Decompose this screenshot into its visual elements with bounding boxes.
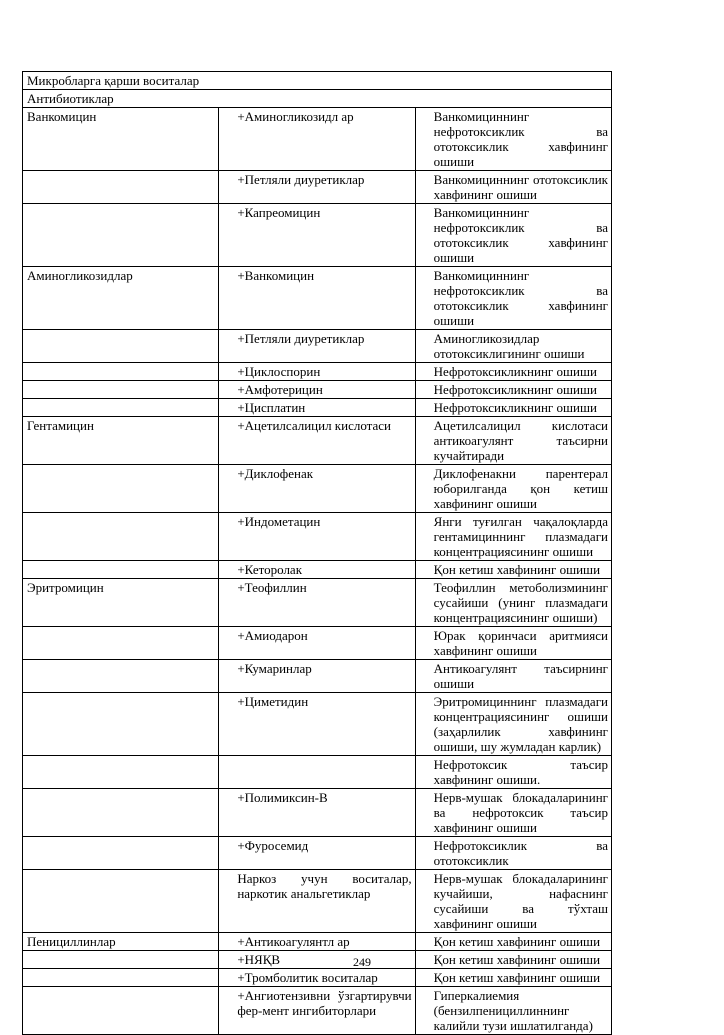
- interacting-drug-cell-text: +Циклоспорин: [237, 364, 321, 379]
- table-row: [23, 660, 612, 693]
- table-row: [23, 789, 612, 837]
- drug-name-cell: [23, 465, 219, 513]
- table-row: [23, 870, 612, 933]
- effect-cell-text: Қон кетиш хавфининг ошиши: [433, 562, 601, 577]
- effect-cell: [415, 579, 611, 627]
- table-row: [23, 108, 612, 171]
- effect-cell: [415, 363, 611, 381]
- interacting-drug-cell-text: +Диклофенак: [237, 466, 314, 481]
- interacting-drug-cell-text: +Капреомицин: [237, 205, 321, 220]
- effect-cell: [415, 204, 611, 267]
- table-row: [23, 204, 612, 267]
- interacting-drug-cell-text: +Петляли диуретиклар: [237, 172, 365, 187]
- effect-cell: [415, 330, 611, 363]
- drug-name-cell-text: Ванкомицин: [27, 109, 97, 124]
- effect-cell: [415, 870, 611, 933]
- interacting-drug-cell: [219, 513, 415, 561]
- effect-cell-text: Нефротоксиклик ва ототоксиклик: [433, 838, 608, 868]
- table-row: [23, 171, 612, 204]
- drug-name-cell: [23, 870, 219, 933]
- effect-cell: [415, 756, 611, 789]
- drug-name-cell: [23, 204, 219, 267]
- subsection-title: Антибиотиклар: [23, 90, 612, 108]
- table-row: [23, 381, 612, 399]
- effect-cell: [415, 660, 611, 693]
- interacting-drug-cell: [219, 756, 415, 789]
- table-row: [23, 513, 612, 561]
- interacting-drug-cell: [219, 108, 415, 171]
- effect-cell: [415, 513, 611, 561]
- interacting-drug-cell: [219, 267, 415, 330]
- interacting-drug-cell: [219, 870, 415, 933]
- effect-cell-text: Гиперкалиемия (бензилпенициллиннинг калийли тузи ишлатилганда): [433, 988, 593, 1033]
- table-row: [23, 330, 612, 363]
- interacting-drug-cell: [219, 933, 415, 951]
- drug-name-cell-text: Пенициллинлар: [27, 934, 116, 949]
- section-title-row: [23, 72, 612, 90]
- drug-name-cell: [23, 561, 219, 579]
- effect-cell-text: Қон кетиш хавфининг ошиши: [433, 934, 601, 949]
- effect-cell: [415, 969, 611, 987]
- drug-name-cell: [23, 756, 219, 789]
- interacting-drug-cell: [219, 363, 415, 381]
- effect-cell-text: Аминогликозидлар ототоксиклигининг ошиши: [433, 331, 585, 361]
- effect-cell-text: Нерв-мушак блокадаларининг ва нефротоксик таъсир хавфининг ошиши: [433, 790, 608, 835]
- drug-interaction-table: [22, 71, 612, 1035]
- interacting-drug-cell-text: +Амфотерицин: [237, 382, 323, 397]
- interacting-drug-cell: [219, 837, 415, 870]
- interacting-drug-cell: [219, 399, 415, 417]
- drug-name-cell: [23, 363, 219, 381]
- effect-cell: [415, 417, 611, 465]
- interacting-drug-cell: [219, 789, 415, 837]
- interacting-drug-cell: [219, 381, 415, 399]
- effect-cell-text: Нефротоксикликнинг ошиши: [433, 364, 597, 379]
- table-row: [23, 756, 612, 789]
- drug-name-cell-text: Аминогликозидлар: [27, 268, 133, 283]
- drug-name-cell: [23, 987, 219, 1035]
- drug-name-cell: [23, 171, 219, 204]
- effect-cell-text: Нефротоксикликнинг ошиши: [433, 382, 597, 397]
- table-row: [23, 579, 612, 627]
- effect-cell: [415, 171, 611, 204]
- effect-cell: [415, 933, 611, 951]
- interacting-drug-cell-text: +Индометацин: [237, 514, 321, 529]
- interacting-drug-cell-text: +Кеторолак: [237, 562, 303, 577]
- interacting-drug-cell-text: +Теофиллин: [237, 580, 307, 595]
- table-row: [23, 969, 612, 987]
- page-number: 249: [353, 955, 371, 969]
- effect-cell-text: Қон кетиш хавфининг ошиши: [433, 970, 601, 985]
- effect-cell: [415, 399, 611, 417]
- effect-cell: [415, 837, 611, 870]
- effect-cell: [415, 789, 611, 837]
- effect-cell-text: Теофиллин метоболизмининг сусайиши (унинг плазмадаги концентрациясининг ошиши): [433, 580, 608, 625]
- effect-cell-text: Ванкомициннинг нефротоксиклик ва ототоксиклик хавфининг ошиши: [433, 205, 608, 265]
- interacting-drug-cell: [219, 561, 415, 579]
- subsection-title-row: [23, 90, 612, 108]
- interacting-drug-cell: [219, 969, 415, 987]
- interacting-drug-cell-text: +Петляли диуретиклар: [237, 331, 365, 346]
- interacting-drug-cell-text: +Ангиотензивни ўзгартирувчи фер-мент ингибиторлари: [237, 988, 412, 1018]
- drug-name-cell: [23, 513, 219, 561]
- table-row: [23, 987, 612, 1035]
- interacting-drug-cell: [219, 330, 415, 363]
- effect-cell: [415, 108, 611, 171]
- interacting-drug-cell: [219, 987, 415, 1035]
- drug-name-cell: [23, 417, 219, 465]
- interacting-drug-cell-text: +Кумаринлар: [237, 661, 312, 676]
- effect-cell-text: Юрак қоринчаси аритмияси хавфининг ошиши: [433, 628, 608, 658]
- effect-cell: [415, 693, 611, 756]
- drug-name-cell: [23, 969, 219, 987]
- interacting-drug-cell-text: +Циметидин: [237, 694, 309, 709]
- effect-cell-text: Диклофенакни парентерал юборилганда қон кетиш хавфининг ошиши: [433, 466, 608, 511]
- effect-cell: [415, 465, 611, 513]
- interacting-drug-cell-text: +Ацетилсалицил кислотаси: [237, 418, 392, 433]
- interacting-drug-cell: [219, 417, 415, 465]
- interacting-drug-cell: [219, 579, 415, 627]
- table-row: [23, 933, 612, 951]
- drug-name-cell: [23, 660, 219, 693]
- effect-cell-text: Эритромициннинг плазмадаги концентрациясининг ошиши (заҳарлилик хавфининг ошиши, шу жумладан карлик): [433, 694, 608, 754]
- effect-cell-text: Нерв-мушак блокадаларининг кучайиши, нафаснинг сусайиши ва тўхташ хавфининг ошиши: [433, 871, 608, 931]
- table-row: [23, 627, 612, 660]
- interacting-drug-cell-text: +Полимиксин-В: [237, 790, 328, 805]
- effect-cell-text: Ванкомициннинг нефротоксиклик ва ототоксиклик хавфининг ошиши: [433, 109, 608, 169]
- drug-name-cell: [23, 837, 219, 870]
- interacting-drug-cell-text: +Тромболитик воситалар: [237, 970, 378, 985]
- drug-name-cell: [23, 108, 219, 171]
- section-title: Микробларга қарши воситалар: [23, 72, 612, 90]
- interacting-drug-cell: [219, 627, 415, 660]
- interacting-drug-cell-text: +НЯҚВ: [237, 952, 281, 967]
- effect-cell-text: Антикоагулянт таъсирнинг ошиши: [433, 661, 608, 691]
- table-row: [23, 417, 612, 465]
- table-row: [23, 693, 612, 756]
- drug-name-cell: [23, 267, 219, 330]
- table-row: [23, 363, 612, 381]
- interacting-drug-cell: [219, 660, 415, 693]
- interacting-drug-cell: [219, 171, 415, 204]
- effect-cell-text: Нефротоксикликнинг ошиши: [433, 400, 597, 415]
- interacting-drug-cell: [219, 693, 415, 756]
- table-row: [23, 267, 612, 330]
- interacting-drug-cell-text: Наркоз учун воситалар, наркотик анальгетиклар: [237, 871, 412, 901]
- drug-name-cell: [23, 933, 219, 951]
- interacting-drug-cell-text: +Аминогликозидл ар: [237, 109, 354, 124]
- drug-name-cell: [23, 693, 219, 756]
- drug-name-cell: [23, 579, 219, 627]
- effect-cell: [415, 381, 611, 399]
- drug-name-cell: [23, 789, 219, 837]
- effect-cell-text: Янги туғилган чақалоқларда гентамициннинг плазмадаги концентрациясининг ошиши: [433, 514, 608, 559]
- table-row: [23, 465, 612, 513]
- interacting-drug-cell-text: +Антикоагулянтл ар: [237, 934, 350, 949]
- interacting-drug-cell: [219, 465, 415, 513]
- effect-cell-text: Ацетилсалицил кислотаси антикоагулянт таъсирни кучайтиради: [433, 418, 608, 463]
- table-row: [23, 561, 612, 579]
- drug-name-cell-text: Эритромицин: [27, 580, 104, 595]
- interacting-drug-cell: [219, 204, 415, 267]
- effect-cell-text: Нефротоксик таъсир хавфининг ошиши.: [433, 757, 608, 787]
- drug-name-cell: [23, 330, 219, 363]
- drug-name-cell: [23, 627, 219, 660]
- table-row: [23, 399, 612, 417]
- interacting-drug-cell-text: +Амиодарон: [237, 628, 308, 643]
- drug-name-cell-text: Гентамицин: [27, 418, 94, 433]
- effect-cell: [415, 987, 611, 1035]
- drug-name-cell: [23, 399, 219, 417]
- effect-cell: [415, 561, 611, 579]
- interacting-drug-cell-text: +Ванкомицин: [237, 268, 315, 283]
- effect-cell-text: Ванкомициннинг ототоксиклик хавфининг ошиши: [433, 172, 608, 202]
- table-row: [23, 837, 612, 870]
- effect-cell: [415, 627, 611, 660]
- effect-cell-text: Қон кетиш хавфининг ошиши: [433, 952, 601, 967]
- effect-cell-text: Ванкомициннинг нефротоксиклик ва ототоксиклик хавфининг ошиши: [433, 268, 608, 328]
- interacting-drug-cell-text: +Цисплатин: [237, 400, 306, 415]
- drug-name-cell: [23, 381, 219, 399]
- effect-cell: [415, 267, 611, 330]
- interacting-drug-cell-text: +Фуросемид: [237, 838, 309, 853]
